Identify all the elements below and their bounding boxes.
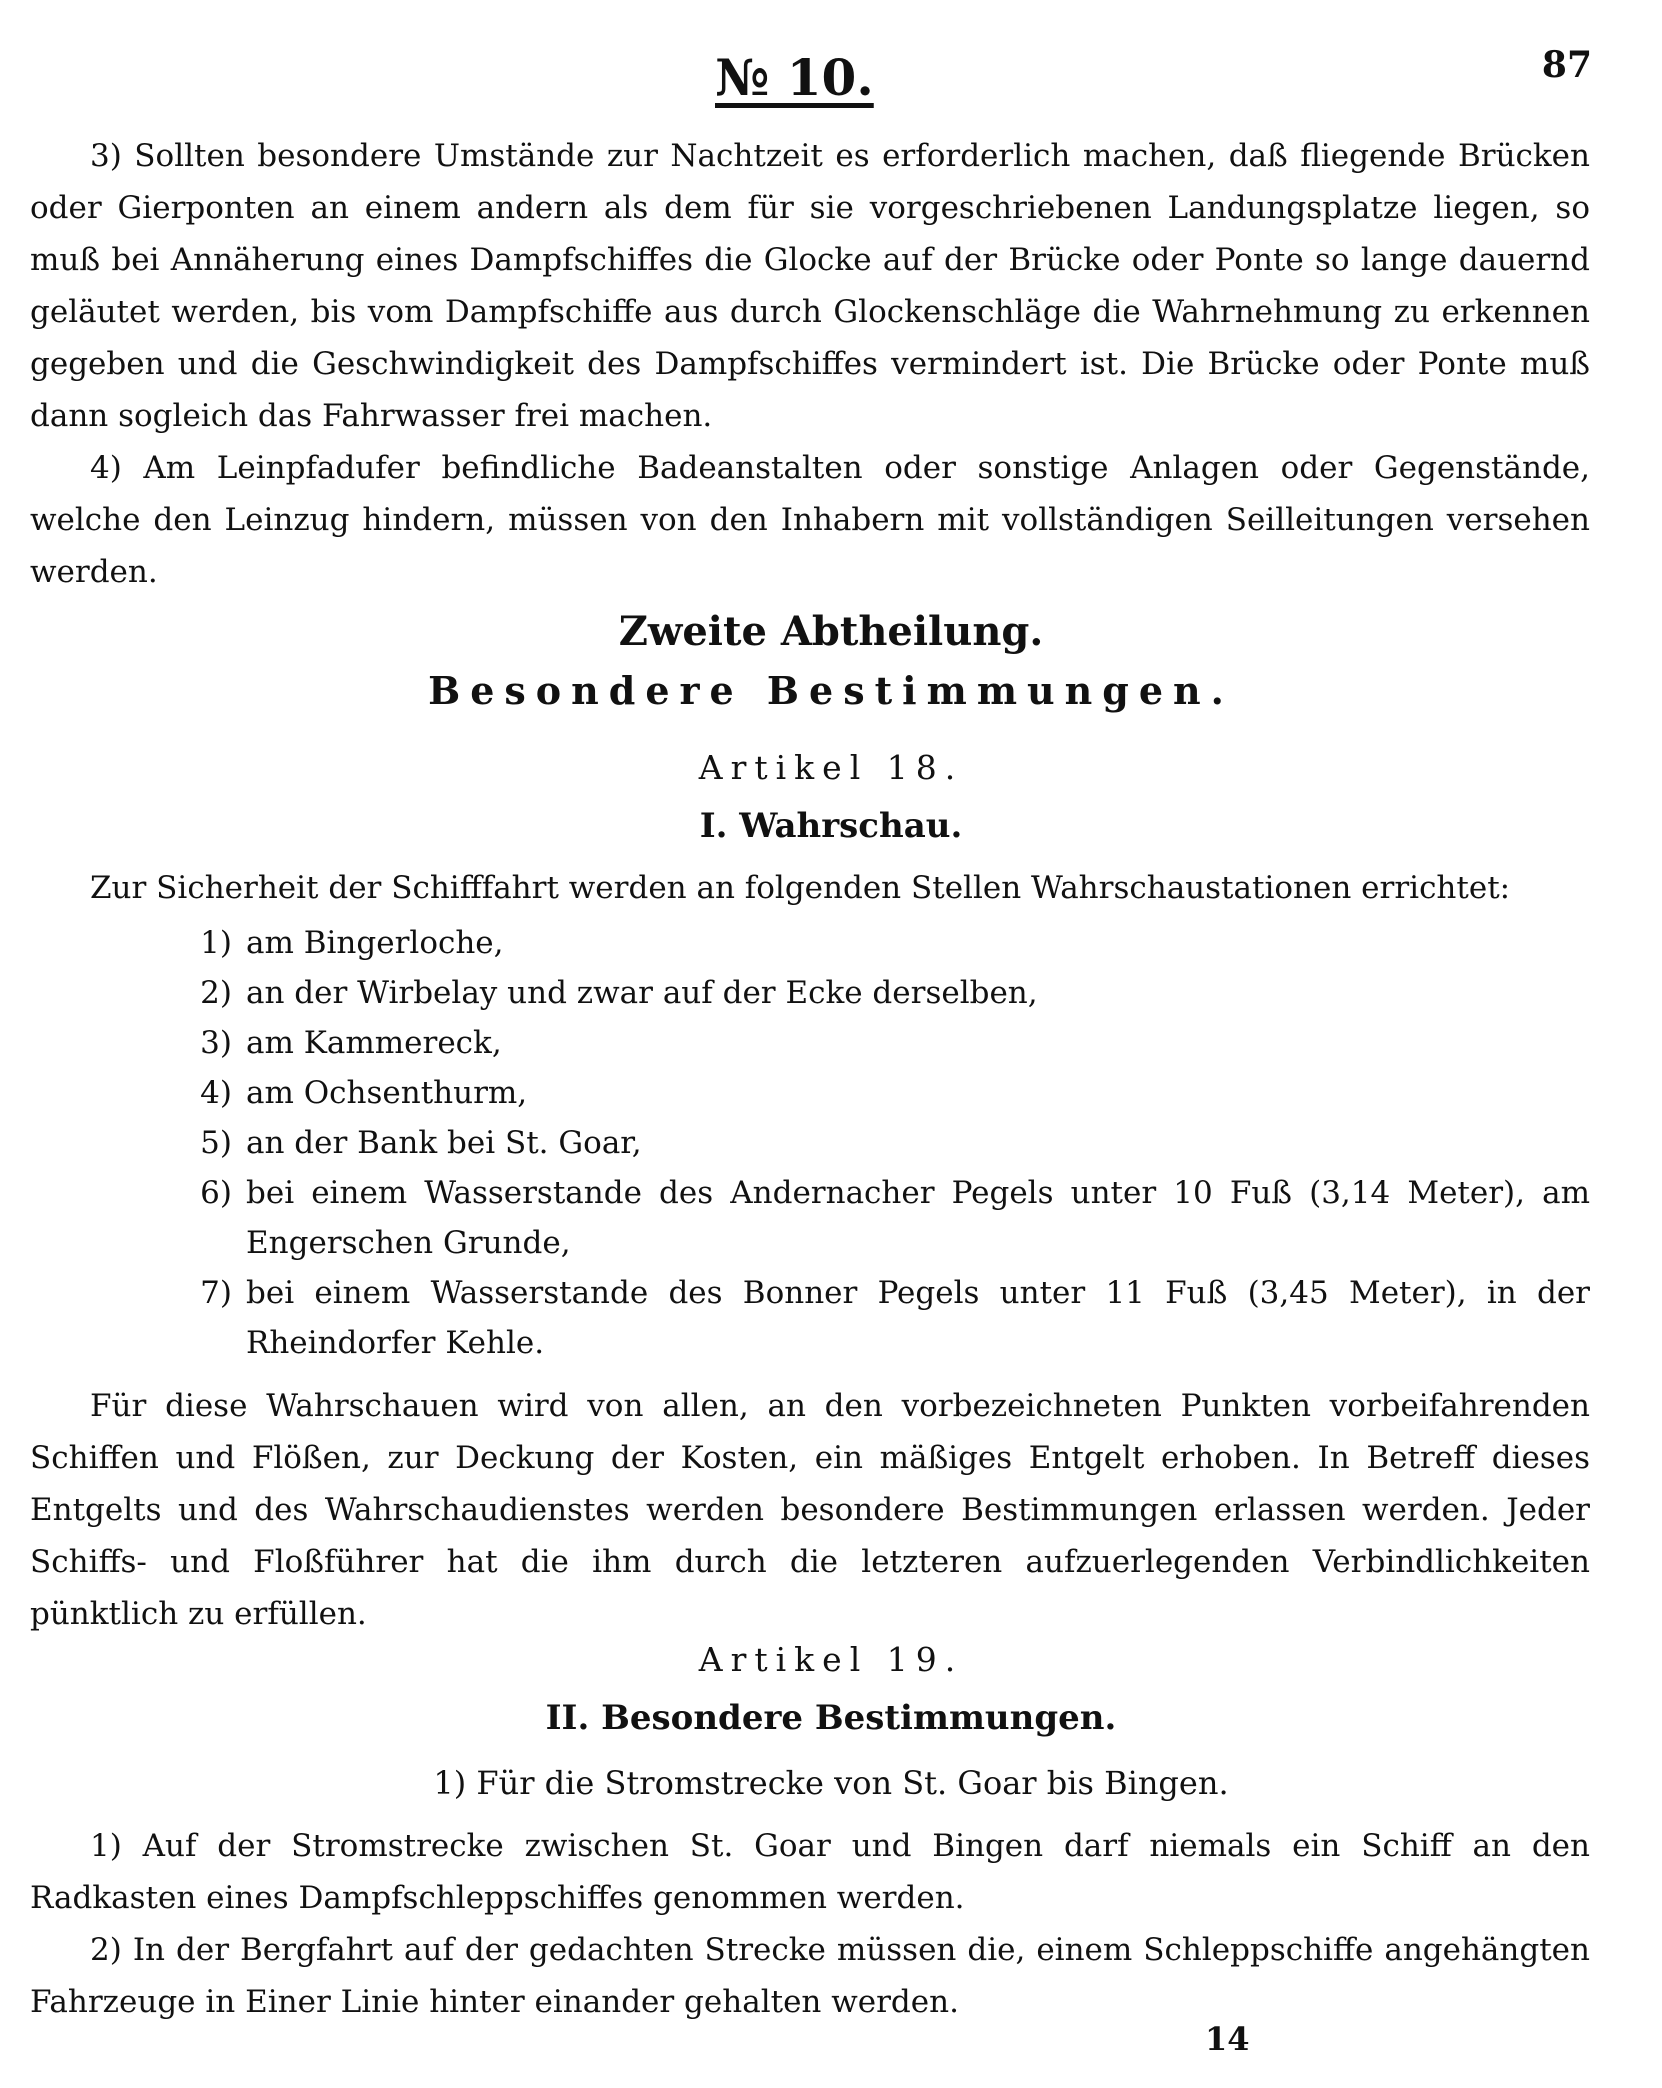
paragraph-3: 3) Sollten besondere Umstände zur Nachtzeit es erforderlich machen, daß fliegende Brücken oder Gierponten an einem andern als dem für sie vorgeschriebenen Landungsplatze liegen, so muß bei Annäherung eines Dampfschiffes die Glocke auf der Brücke oder Ponte so lange dauernd geläutet werden, bis vom Dampfschiffe aus durch Glockenschläge die Wahrnehmung zu erkennen gegeben und die Geschwindigkeit des Dampfschiffes vermindert ist. Die Brücke oder Ponte muß dann sogleich das Fahrwasser frei machen. [30, 138, 1590, 434]
list-item: 1) am Bingerloche, [200, 925, 504, 961]
division-title: Zweite Abtheilung. [618, 608, 1044, 655]
list-item: 7) bei einem Wasserstande des Bonner Pegels unter 11 Fuß (3,45 Meter), in der Rheindorfer Kehle. [200, 1275, 1590, 1361]
issue-number: № 10. [715, 48, 874, 107]
paragraph-4: 4) Am Leinpfadufer befindliche Badeanstalten oder sonstige Anlagen oder Gegenstände, welche den Leinzug hindern, müssen von den Inhabern mit vollständigen Seilleitungen versehen werden. [30, 450, 1590, 590]
list-item: 3) am Kammereck, [200, 1025, 502, 1061]
article-18-closing: Für diese Wahrschauen wird von allen, an den vorbezeichneten Punkten vorbeifahrenden Schiffen und Flößen, zur Deckung der Kosten, ein mäßiges Entgelt erhoben. In Betreff dieses Entgelts und des Wahrschaudienstes werden besondere Bestimmungen erlassen werden. Jeder Schiffs- und Floßführer hat die ihm durch die letzteren aufzuerlegenden Verbindlichkeiten pünktlich zu erfüllen. [30, 1388, 1590, 1632]
signature-mark: 14 [1205, 2020, 1250, 2058]
list-item: 4) am Ochsenthurm, [200, 1075, 528, 1111]
station-list [160, 918, 1590, 1368]
list-item: 5) an der Bank bei St. Goar, [200, 1125, 642, 1161]
page-number: 87 [1541, 44, 1592, 86]
article-18-intro: Zur Sicherheit der Schifffahrt werden an folgenden Stellen Wahrschaustationen errichtet: [90, 870, 1511, 906]
section-1-title: I. Wahrschau. [699, 806, 963, 846]
list-item: 6) bei einem Wasserstande des Andernacher Pegels unter 10 Fuß (3,14 Meter), am Engerschen Grunde, [200, 1175, 1590, 1261]
article-19-body [30, 1820, 1590, 2028]
rule-1: 1) Auf der Stromstrecke zwischen St. Goar und Bingen darf niemals ein Schiff an den Radkasten eines Dampfschleppschiffes genommen werden. [30, 1828, 1590, 1916]
rule-2: 2) In der Bergfahrt auf der gedachten Strecke müssen die, einem Schleppschiffe angehängten Fahrzeuge in Einer Linie hinter einander gehalten werden. [30, 1932, 1590, 2020]
intro-section [30, 130, 1590, 598]
article-19-heading: Artikel 19. [698, 1640, 964, 1679]
division-subtitle: Besondere Bestimmungen. [428, 668, 1234, 713]
article-18-heading: Artikel 18. [698, 748, 964, 787]
list-item: 2) an der Wirbelay und zwar auf der Ecke derselben, [200, 975, 1038, 1011]
subsection-title: 1) Für die Stromstrecke von St. Goar bis Bingen. [433, 1764, 1229, 1802]
section-2-title: II. Besondere Bestimmungen. [545, 1698, 1117, 1738]
